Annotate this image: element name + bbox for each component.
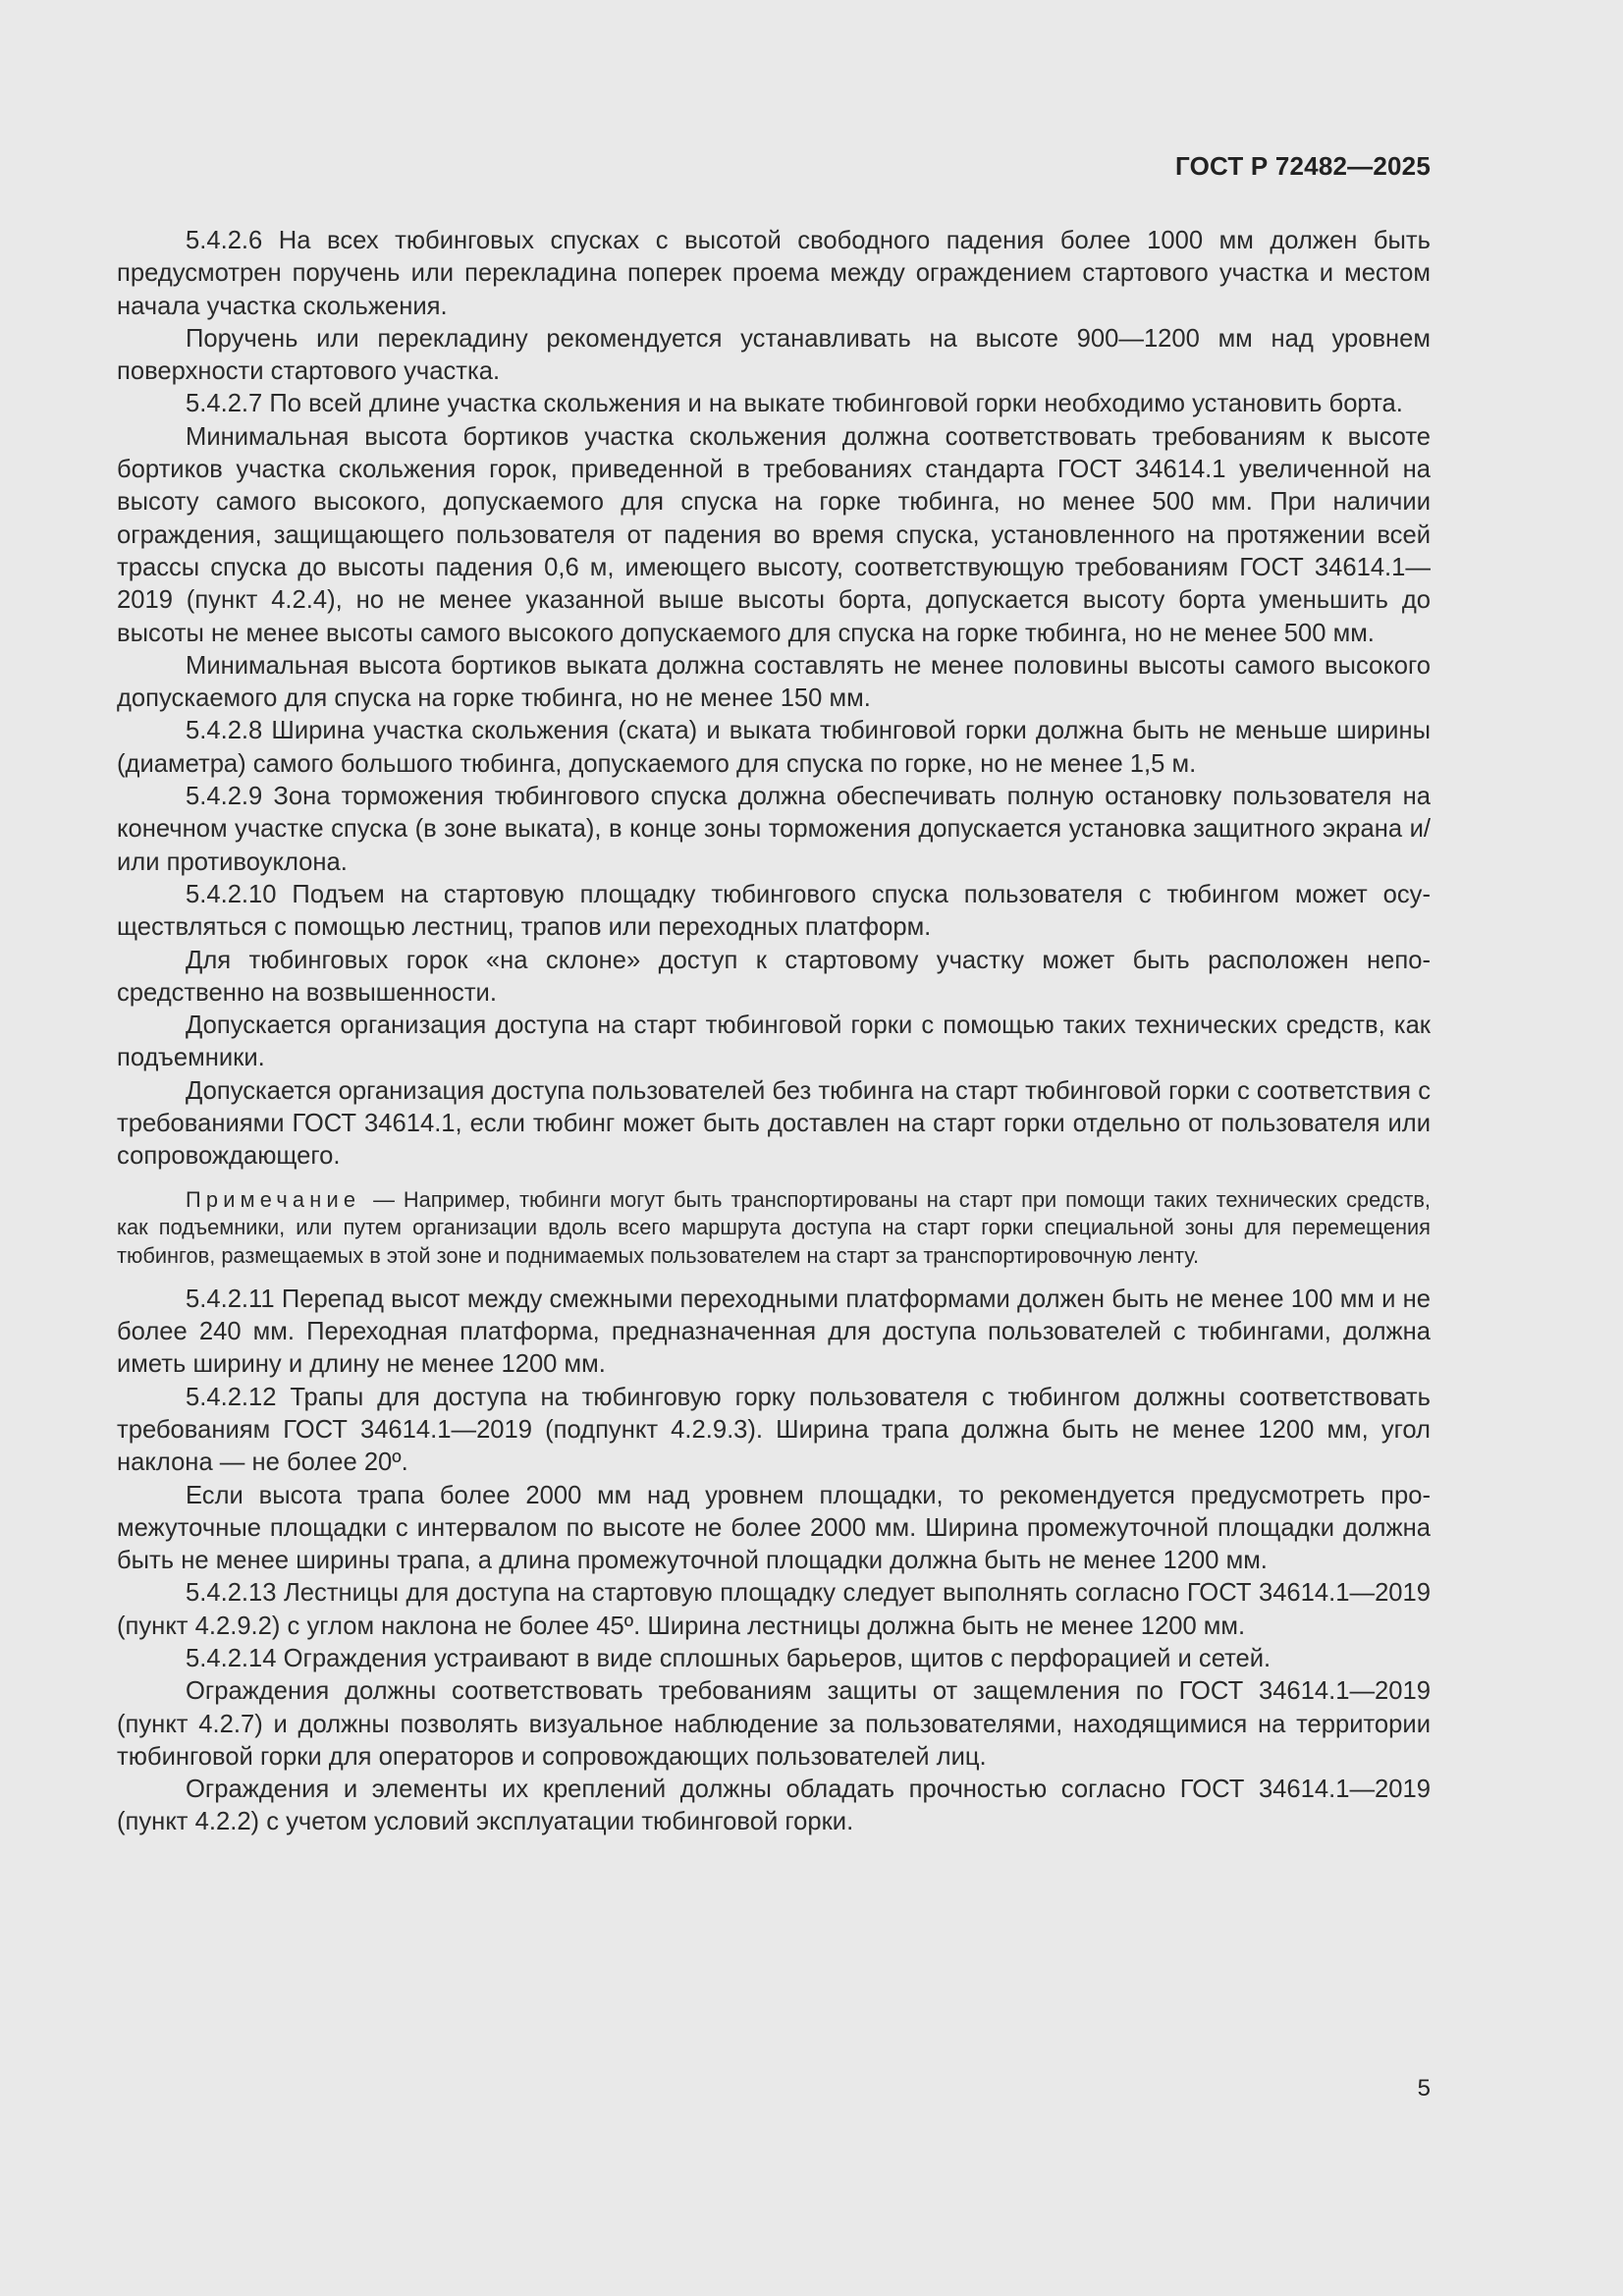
paragraph-5-4-2-10: 5.4.2.10 Подъем на стартовую площадку тюбингового спуска пользователя с тюбингом может осуществляться с помощью лестниц, трапов или переходных платформ. bbox=[117, 880, 1431, 942]
paragraph-5-4-2-14: 5.4.2.14 Ограждения устраивают в виде сплошных барьеров, щитов с перфорацией и сетей. bbox=[186, 1644, 1271, 1672]
paragraph-5-4-2-12: 5.4.2.12 Трапы для доступа на тюбинговую горку пользователя с тюбингом должны соответствовать требованиям ГОСТ 34614.1—2019 (подпункт 4.2.9.3). Ширина трапа должна быть не менее 1200 мм, угол наклона — не более 20º. bbox=[117, 1383, 1431, 1477]
document-header: ГОСТ Р 72482—2025 bbox=[1175, 151, 1431, 181]
paragraph: Допускается организация доступа пользователей без тюбинга на старт тюбинговой горки с соответствия с требованиями ГОСТ 34614.1, если тюбинг может быть доставлен на старт горки отдельно от пользователя или сопровождающего. bbox=[117, 1076, 1431, 1171]
paragraph: Ограждения и элементы их креплений должны обладать прочностью согласно ГОСТ 34614.1—2019 (пункт 4.2.2) с учетом условий эксплуатации тюбинговой горки. bbox=[117, 1776, 1431, 1836]
note-text: — Например, тюбинги могут быть транспортированы на старт при помощи таких технических средств, как подъемники, или путем организации вдоль всего маршрута доступа на старт горки специальной зоны для перемещения тюбингов, размещаемых в этой зоне и поднимаемых пользователем на старт за транспортировочную ленту. bbox=[117, 1186, 1431, 1269]
paragraph: Поручень или перекладину рекомендуется устанавливать на высоте 900—1200 мм над уровнем поверхности стартового участка. bbox=[117, 324, 1431, 386]
paragraph-5-4-2-13: 5.4.2.13 Лестницы для доступа на стартовую площадку следует выполнять согласно ГОСТ 34614.1—2019 (пункт 4.2.9.2) с углом наклона не более 45º. Ширина лестницы должна быть не менее 1200 мм. bbox=[117, 1579, 1431, 1640]
paragraph: Минимальная высота бортиков выката должна составлять не менее половины высоты самого высокого допускаемого для спуска на горке тюбинга, но не менее 150 мм. bbox=[117, 651, 1431, 713]
paragraph: Для тюбинговых горок «на склоне» доступ к стартовому участку может быть расположен непосредственно на возвышенности. bbox=[117, 946, 1431, 1007]
note bbox=[117, 1186, 1431, 1271]
paragraph-5-4-2-6: 5.4.2.6 На всех тюбинговых спусках с высотой свободного падения более 1000 мм должен быть предусмотрен поручень или перекладина поперек проема между ограждением стартового участка и местом начала участка скольжения. bbox=[117, 227, 1431, 320]
page-number: 5 bbox=[1417, 2075, 1431, 2102]
document-body bbox=[117, 225, 1431, 1839]
paragraph-5-4-2-11: 5.4.2.11 Перепад высот между смежными переходными платформами должен быть не менее 100 мм и не более 240 мм. Переходная платформа, предназначенная для доступа пользователей с тюбингами, должна иметь ширину и длину не менее 1200 мм. bbox=[117, 1285, 1431, 1379]
paragraph: Допускается организация доступа на старт тюбинговой горки с помощью таких технических средств, как подъемники. bbox=[117, 1011, 1431, 1072]
paragraph: Если высота трапа более 2000 мм над уровнем площадки, то рекомендуется предусмотреть промежуточные площадки с интервалом по высоте не более 2000 мм. Ширина промежуточной площадки должна быть не менее ширины трапа, а длина промежуточной площадки должна быть не менее 1200 мм. bbox=[117, 1481, 1431, 1575]
paragraph: Ограждения должны соответствовать требованиям защиты от защемления по ГОСТ 34614.1—2019 (пункт 4.2.7) и должны позволять визуальное наблюдение за пользователями, находящимися на территории тюбинговой горки для операторов и сопровождающих пользователей лиц. bbox=[117, 1677, 1431, 1771]
paragraph-5-4-2-9: 5.4.2.9 Зона торможения тюбингового спуска должна обеспечивать полную остановку пользователя на конечном участке спуска (в зоне выката), в конце зоны торможения допускается установка защитного экрана и/или противоуклона. bbox=[117, 783, 1431, 876]
paragraph-5-4-2-7: 5.4.2.7 По всей длине участка скольжения и на выкате тюбинговой горки необходимо установить борта. bbox=[186, 390, 1403, 418]
note-label: Примечание bbox=[186, 1186, 361, 1212]
paragraph: Минимальная высота бортиков участка скольжения должна соответствовать требованиям к высоте бортиков участка скольжения горок, приведенной в требованиях стандарта ГОСТ 34614.1 увеличенной на высоту самого высокого, допускаемого для спуска на горке тюбинга, но менее 500 мм. При наличии ограждения, защищающего пользователя от падения во время спуска, установленного на протяжении всей трассы спуска до высоты падения 0,6 м, имеющего высоту, соответствующую требованиям ГОСТ 34614.1—2019 (пункт 4.2.4), но не менее указанной выше высоты борта, допускается высоту борта уменьшить до высоты не менее высоты самого высокого допускаемого для спуска на горке тюбинга, но не менее 500 мм. bbox=[117, 422, 1431, 647]
paragraph-5-4-2-8: 5.4.2.8 Ширина участка скольжения (ската) и выката тюбинговой горки должна быть не меньше ширины (диаметра) самого большого тюбинга, допускаемого для спуска по горке, но не менее 1,5 м. bbox=[117, 717, 1431, 778]
